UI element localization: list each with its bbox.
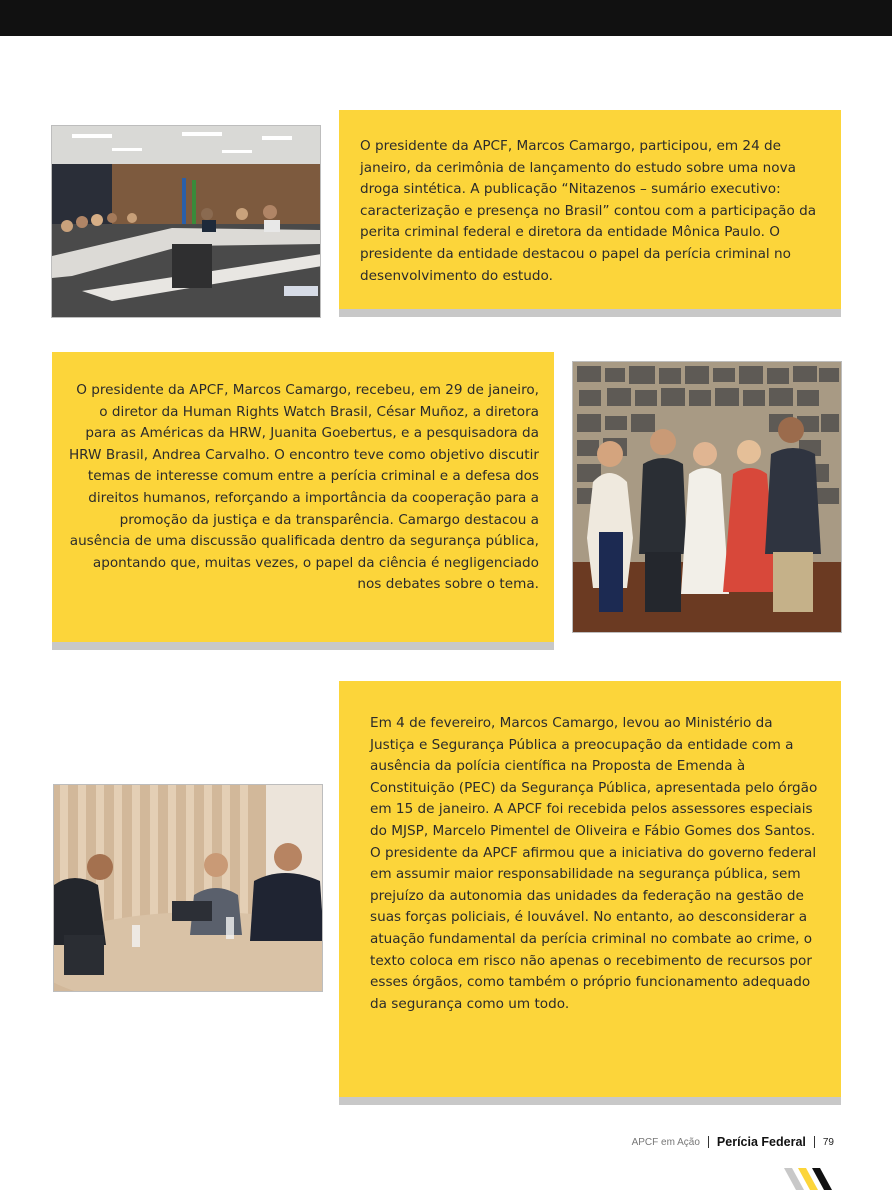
- article-2-box: [52, 352, 554, 642]
- article-1-text: O presidente da APCF, Marcos Camargo, participou, em 24 de janeiro, da cerimônia de lançamento do estudo sobre uma nova droga sintética. A publicação “Nitazenos – sumário executivo: caracterização e presença no Brasil” contou com a participação da perita criminal federal e diretora da entidade Mônica Paulo. O presidente da entidade destacou o papel da perícia criminal no desenvolvimento do estudo.: [360, 138, 817, 284]
- article-3-text: Em 4 de fevereiro, Marcos Camargo, levou ao Ministério da Justiça e Segurança Pública a preocupação da entidade com a ausência da polícia científica na Proposta de Emenda à Constituição (PEC) da Segurança Pública, apresentada pelo órgão em 15 de janeiro. A APCF foi recebida pelos assessores especiais do MJSP, Marcelo Pimentel de Oliveira e Fábio Gomes dos Santos. O presidente da APCF afirmou que a iniciativa do governo federal em assumir maior responsabilidade na segurança pública, sem prejuízo da autonomia das unidades da federação na gestão de suas forças policiais, é louvável. No entanto, ao desconsiderar a atuação fundamental da perícia criminal no combate ao crime, o texto coloca em risco não apenas o recebimento de recursos por esses órgãos, como também o próprio funcionamento adequado da segurança como um todo.: [370, 715, 818, 1012]
- article-1-shadow: [339, 309, 841, 317]
- page-footer: [632, 1135, 834, 1149]
- stripes-logo-icon: [784, 1168, 834, 1190]
- footer-separator: [814, 1136, 815, 1148]
- photo-group-meeting: [572, 361, 842, 633]
- article-3-box: [339, 681, 841, 1097]
- article-2-shadow: [52, 642, 554, 650]
- footer-magazine-name: Perícia Federal: [716, 1135, 806, 1149]
- footer-separator: [708, 1136, 709, 1148]
- photo-ministry-meeting: [53, 784, 323, 992]
- ministry-meeting-illustration: [54, 785, 323, 992]
- conference-room-illustration: [52, 126, 321, 318]
- article-1-box: [339, 110, 841, 309]
- page-number: 79: [822, 1136, 834, 1148]
- top-bar: [0, 0, 892, 36]
- article-3-shadow: [339, 1097, 841, 1105]
- footer-section-name: APCF em Ação: [631, 1136, 700, 1148]
- group-photo-illustration: [573, 362, 842, 633]
- photo-conference-room: [51, 125, 321, 318]
- article-2-text: O presidente da APCF, Marcos Camargo, recebeu, em 29 de janeiro, o diretor da Human Rights Watch Brasil, César Muñoz, a diretora para as Américas da HRW, Juanita Goebertus, e a pesquisadora da HRW Brasil, Andrea Carvalho. O encontro teve como objetivo discutir temas de interesse comum entre a perícia criminal e a defesa dos direitos humanos, reforçando a importância da cooperação para a promoção da justiça e da transparência. Camargo destacou a ausência de uma discussão qualificada dentro da segurança pública, apontando que, muitas vezes, o papel da ciência é negligenciado nos debates sobre o tema.: [68, 382, 539, 593]
